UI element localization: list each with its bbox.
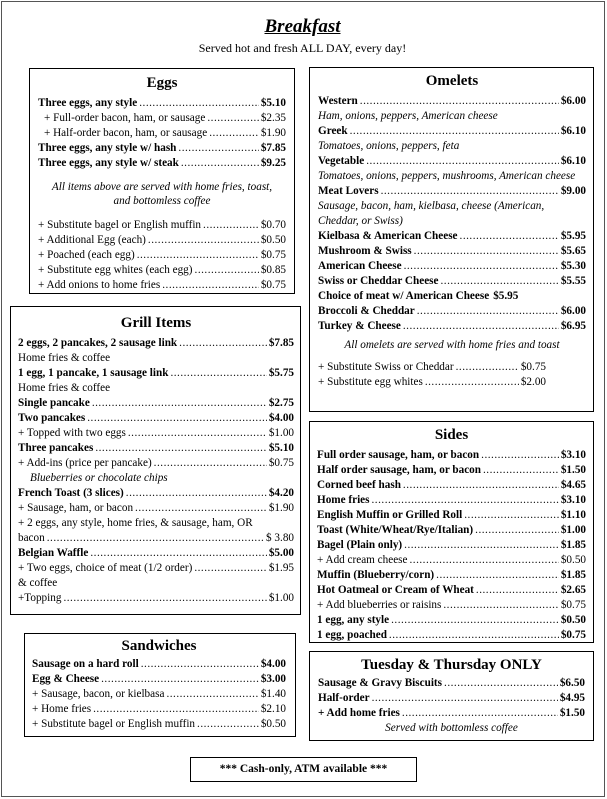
page-subtitle: Served hot and fresh ALL DAY, every day! (198, 41, 407, 55)
menu-extra: +Topping ..... $1.00 (18, 591, 294, 606)
cash-only-notice: *** Cash-only, ATM available *** (190, 757, 417, 782)
grill-title: Grill Items (120, 315, 192, 331)
menu-item: 1 egg, poached ..... $0.75 (317, 628, 586, 643)
eggs-title: Eggs (146, 75, 178, 91)
menu-extra: + Poached (each egg) ..... $0.75 (38, 248, 286, 263)
menu-item-desc: Home fries & coffee (18, 382, 111, 394)
menu-extra: + Add-ins (price per pancake) ..... $0.75 (18, 456, 294, 471)
menu-item: Meat Lovers ..... $9.00 (318, 184, 586, 199)
menu-item: Toast (White/Wheat/Rye/Italian) ..... $1.00 (317, 523, 586, 538)
menu-extra: + Sausage, bacon, or kielbasa ..... $1.40 (32, 687, 286, 702)
menu-item: American Cheese ..... $5.30 (318, 259, 586, 274)
menu-item: Three eggs, any style w/ hash ..... $7.85 (38, 141, 286, 156)
menu-item: Bagel (Plain only) ..... $1.85 (317, 538, 586, 553)
menu-extra: + Add cream cheese ..... $0.50 (317, 553, 586, 568)
menu-item: Greek ..... $6.10 (318, 124, 586, 139)
menu-item: Western ..... $6.00 (318, 94, 586, 109)
eggs-section (29, 68, 295, 294)
page-title: Breakfast (264, 16, 341, 37)
sandwiches-section (24, 633, 296, 737)
menu-item: + Add home fries ..... $1.50 (318, 706, 585, 721)
menu-item-desc: Blueberries or chocolate chips (30, 472, 168, 484)
menu-item: Single pancake ..... $2.75 (18, 396, 294, 411)
menu-item: + Half-order bacon, ham, or sausage ..... $1.90 (38, 126, 286, 141)
menu-item: 1 egg, any style ..... $0.50 (317, 613, 586, 628)
menu-item: English Muffin or Grilled Roll ..... $1.10 (317, 508, 586, 523)
menu-item: Home fries ..... $3.10 (317, 493, 586, 508)
menu-extra: + Substitute egg whites (each egg) ..... $0.85 (38, 263, 286, 278)
tuesday-thursday-note: Served with bottomless coffee (385, 722, 518, 734)
menu-item: Hot Oatmeal or Cream of Wheat ..... $2.65 (317, 583, 586, 598)
menu-extra: + Substitute Swiss or Cheddar ..... $0.75 (318, 360, 586, 375)
sides-title: Sides (434, 427, 469, 443)
menu-extra: bacon ..... $ 3.80 (18, 531, 294, 546)
tuesday-thursday-title: Tuesday & Thursday ONLY (361, 657, 542, 673)
menu-item-desc: Ham, onions, peppers, American cheese (318, 110, 498, 122)
menu-item: Half-order ..... $4.95 (318, 691, 585, 706)
menu-extra: + Substitute egg whites ..... $2.00 (318, 375, 586, 390)
menu-item: Corned beef hash ..... $4.65 (317, 478, 586, 493)
menu-item: Mushroom & Swiss ..... $5.65 (318, 244, 586, 259)
tuesday-thursday-section (309, 651, 594, 741)
menu-item: Vegetable ..... $6.10 (318, 154, 586, 169)
menu-item: Broccoli & Cheddar ..... $6.00 (318, 304, 586, 319)
menu-item-desc: Tomatoes, onions, peppers, feta (318, 140, 460, 152)
menu-item: Swiss or Cheddar Cheese ..... $5.55 (318, 274, 586, 289)
menu-item-desc: Tomatoes, onions, peppers, mushrooms, American cheese (318, 170, 576, 182)
menu-item: Three pancakes ..... $5.10 (18, 441, 294, 456)
menu-item: Three eggs, any style ..... $5.10 (38, 96, 286, 111)
menu-extra: + Substitute bagel or English muffin ..... $0.50 (32, 717, 286, 732)
menu-item: Sausage & Gravy Biscuits ..... $6.50 (318, 676, 585, 691)
menu-extra: + Sausage, ham, or bacon ..... $1.90 (18, 501, 294, 516)
menu-item: Full order sausage, ham, or bacon ..... $3.10 (317, 448, 586, 463)
menu-extra-text: & coffee (18, 577, 58, 589)
menu-extra: + Add onions to home fries ..... $0.75 (38, 278, 286, 293)
menu-item: Belgian Waffle ..... $5.00 (18, 546, 294, 561)
menu-item: French Toast (3 slices) ..... $4.20 (18, 486, 294, 501)
menu-item: 2 eggs, 2 pancakes, 2 sausage link ..... $7.85 (18, 336, 294, 351)
grill-section (10, 306, 301, 615)
menu-item: + Full-order bacon, ham, or sausage ..... $2.35 (38, 111, 286, 126)
menu-extra: + Two eggs, choice of meat (1/2 order) ..... $1.95 (18, 561, 294, 576)
menu-item: Turkey & Cheese ..... $6.95 (318, 319, 586, 334)
omelets-title: Omelets (425, 73, 479, 89)
menu-item: Three eggs, any style w/ steak ..... $9.25 (38, 156, 286, 171)
menu-item: Kielbasa & American Cheese ..... $5.95 (318, 229, 586, 244)
menu-item: 1 egg, 1 pancake, 1 sausage link ..... $5.75 (18, 366, 294, 381)
sides-section (309, 421, 594, 643)
menu-item: Choice of meat w/ American Cheese $5.95 (318, 290, 519, 302)
menu-item: Sausage on a hard roll ..... $4.00 (32, 657, 286, 672)
menu-extra: + Substitute bagel or English muffin ..... $0.70 (38, 218, 286, 233)
menu-item: Two pancakes ..... $4.00 (18, 411, 294, 426)
menu-extra: + Add blueberries or raisins ..... $0.75 (317, 598, 586, 613)
menu-extra: + Home fries ..... $2.10 (32, 702, 286, 717)
menu-item-desc: Home fries & coffee (18, 352, 111, 364)
menu-extra-text: + 2 eggs, any style, home fries, & sausage, ham, OR (18, 517, 253, 529)
menu-item: Muffin (Blueberry/corn) ..... $1.85 (317, 568, 586, 583)
sandwiches-title: Sandwiches (121, 638, 197, 654)
eggs-note: All items above are served with home fries, toast, and bottomless coffee (51, 181, 273, 207)
menu-extra: + Topped with two eggs ..... $1.00 (18, 426, 294, 441)
menu-extra: + Additional Egg (each) ..... $0.50 (38, 233, 286, 248)
menu-item: Egg & Cheese ..... $3.00 (32, 672, 286, 687)
omelets-section (309, 67, 594, 412)
menu-item-desc: Sausage, bacon, ham, kielbasa, cheese (American, Cheddar, or Swiss) (318, 200, 545, 227)
omelets-note: All omelets are served with home fries and toast (344, 339, 560, 351)
menu-item: Half order sausage, ham, or bacon ..... $1.50 (317, 463, 586, 478)
